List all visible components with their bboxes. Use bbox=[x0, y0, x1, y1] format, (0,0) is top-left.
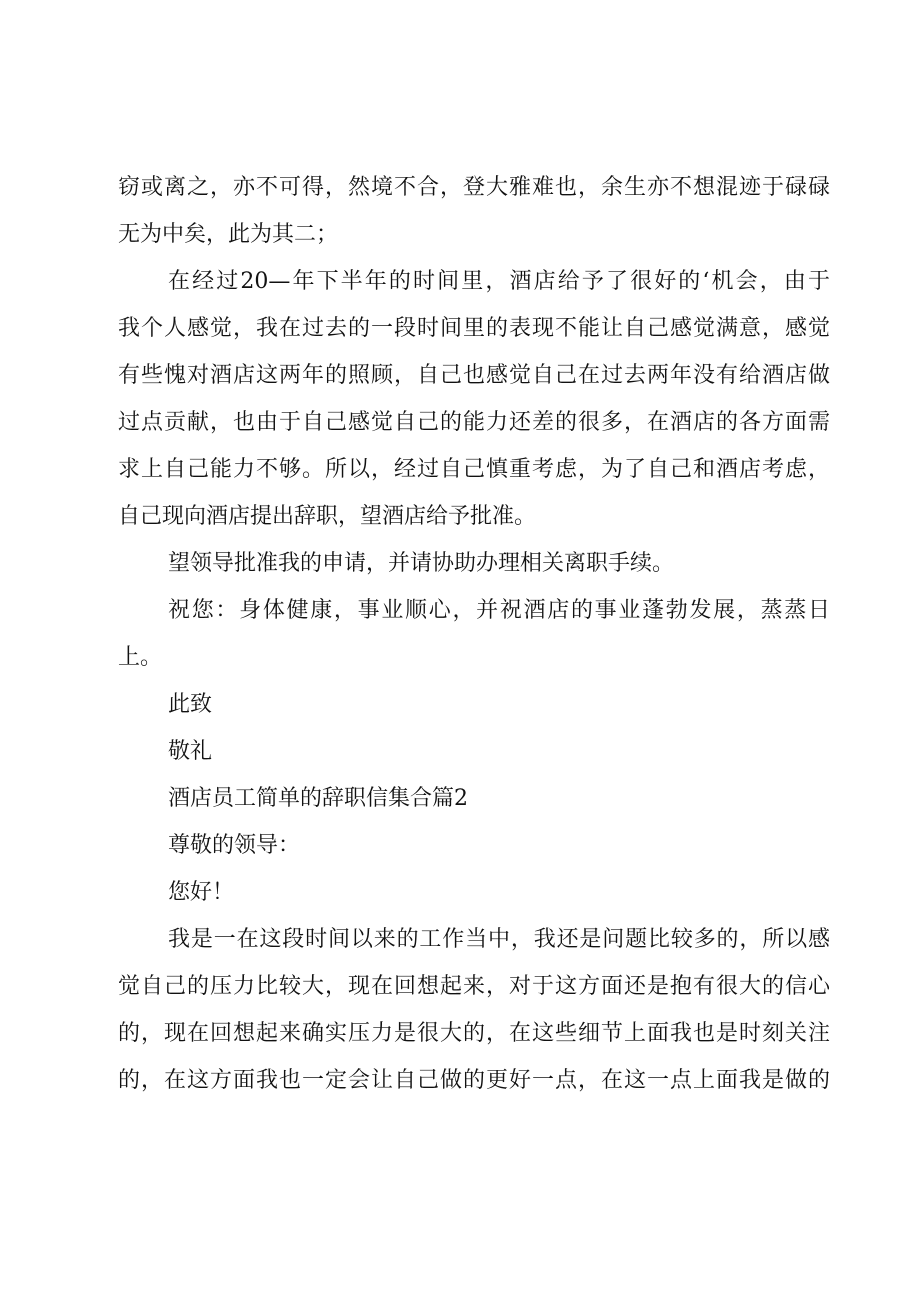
text-line: 有些愧对酒店这两年的照顾，自己也感觉自己在过去两年没有给酒店做 bbox=[118, 363, 830, 388]
text-line: 觉自己的压力比较大，现在回想起来，对于这方面还是抱有很大的信心 bbox=[118, 974, 830, 999]
paragraph-start-line: 祝您：身体健康，事业顺心，并祝酒店的事业蓬勃发展，蒸蒸日 bbox=[168, 598, 830, 623]
paragraph-start-line: 望领导批准我的申请，并请协助办理相关离职手续。 bbox=[168, 551, 675, 576]
text-line: 过点贡献，也由于自己感觉自己的能力还差的很多，在酒店的各方面需 bbox=[118, 410, 830, 435]
greeting-recipient: 尊敬的领导： bbox=[168, 833, 301, 858]
text-line: 上。 bbox=[118, 645, 163, 670]
paragraph-start-line: 在经过20—年下半年的时间里，酒店给予了很好的‘机会，由于 bbox=[168, 269, 830, 294]
text-line: 自己现向酒店提出辞职，望酒店给予批准。 bbox=[118, 504, 537, 529]
closing-regards: 敬礼 bbox=[168, 739, 213, 764]
text-line: 无为中矣，此为其二； bbox=[118, 222, 339, 247]
text-line: 求上自己能力不够。所以，经过自己慎重考虑，为了自己和酒店考虑， bbox=[118, 457, 830, 482]
text-line: 我个人感觉，我在过去的一段时间里的表现不能让自己感觉满意，感觉 bbox=[118, 316, 830, 341]
text-line: 窃或离之，亦不可得，然境不合，登大雅难也，余生亦不想混迹于碌碌 bbox=[118, 175, 830, 200]
text-line: 的，在这方面我也一定会让自己做的更好一点，在这一点上面我是做的 bbox=[118, 1068, 830, 1093]
closing-salutation: 此致 bbox=[168, 692, 213, 717]
text-line: 的，现在回想起来确实压力是很大的，在这些细节上面我也是时刻关注 bbox=[118, 1021, 830, 1046]
greeting-hello: 您好！ bbox=[168, 880, 235, 905]
section-heading: 酒店员工简单的辞职信集合篇2 bbox=[168, 786, 468, 811]
letter-body bbox=[118, 164, 830, 1104]
paragraph-start-line: 我是一在这段时间以来的工作当中，我还是问题比较多的，所以感 bbox=[168, 927, 830, 952]
